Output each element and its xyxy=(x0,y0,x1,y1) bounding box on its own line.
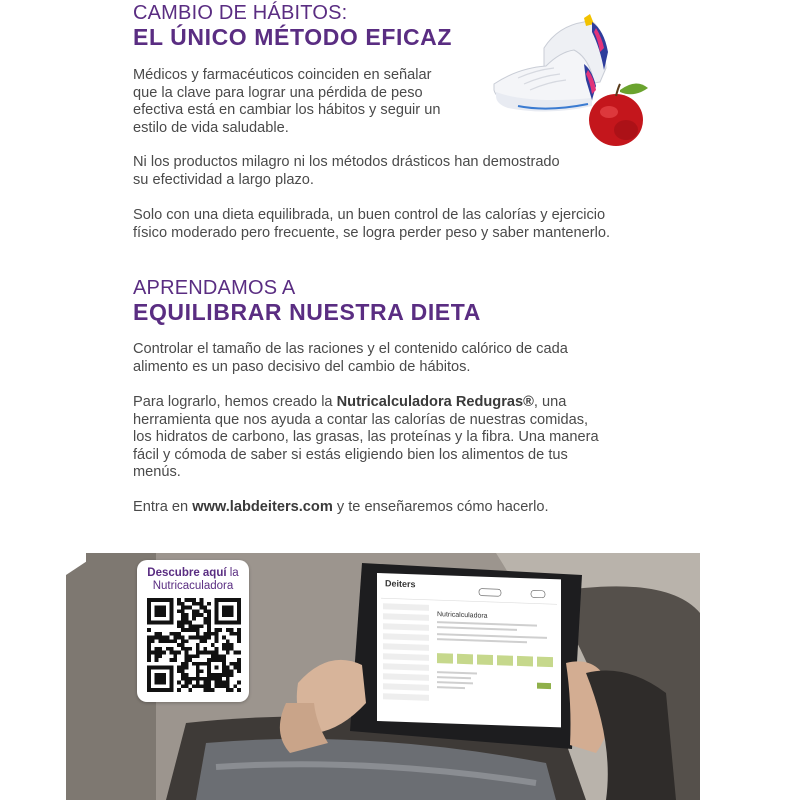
text-line: Ni los productos milagro ni los métodos drásticos han demostrado xyxy=(133,154,560,170)
qr-card-line1-rest: la xyxy=(226,567,239,579)
text-line: físico moderado pero frecuente, se logra perder peso y saber mantenerlo. xyxy=(133,224,610,241)
habits-paragraph-2 xyxy=(133,154,693,189)
text-line: Solo con una dieta equilibrada, un buen control de las calorías y ejercicio xyxy=(133,207,606,223)
text-line: alimento es un paso decisivo del cambio de hábitos. xyxy=(133,358,471,375)
tablet-screen xyxy=(377,573,561,727)
balance-paragraph-3 xyxy=(133,499,693,517)
sneaker-and-apple-illustration xyxy=(488,8,656,150)
text-line: que la clave para lograr una pérdida de peso xyxy=(133,84,423,101)
tablet-screen-title: Nutricalculadora xyxy=(437,611,488,620)
text-line: Para lograrlo, hemos creado la xyxy=(133,394,337,410)
product-name: Nutricalculadora Redugras® xyxy=(336,394,534,410)
text-line: Controlar el tamaño de las raciones y el contenido calórico de cada xyxy=(133,341,568,357)
section-balance-kicker: APRENDAMOS A xyxy=(133,277,296,299)
qr-card-line1-bold: Descubre aquí xyxy=(147,567,227,579)
text-line: estilo de vida saludable. xyxy=(133,119,289,136)
text-line: , una xyxy=(533,394,567,410)
qr-card-line1 xyxy=(137,567,249,580)
text-line: efectiva está en cambiar los hábitos y seguir un xyxy=(133,102,441,118)
text-line: menús. xyxy=(133,464,181,480)
text-line: su efectividad a largo plazo. xyxy=(133,171,314,188)
section-habits-kicker: CAMBIO DE HÁBITOS: xyxy=(133,2,348,24)
qr-card-line2: Nutricaculadora xyxy=(152,580,234,592)
qr-code[interactable] xyxy=(147,598,241,692)
text-line: Médicos y farmacéuticos coinciden en señalar xyxy=(133,67,432,83)
habits-paragraph-1 xyxy=(133,67,483,137)
text-line: Entra en xyxy=(133,499,193,515)
section-balance-headline: EQUILIBRAR NUESTRA DIETA xyxy=(133,299,481,325)
tablet-screen-wireframe xyxy=(377,573,561,727)
balance-paragraph-2 xyxy=(133,394,693,482)
qr-card[interactable] xyxy=(137,560,249,702)
section-balance-diet xyxy=(133,277,653,325)
section-habits-headline: EL ÚNICO MÉTODO EFICAZ xyxy=(133,24,453,50)
text-line: fácil y cómoda de saber si estás eligiendo bien los alimentos de tus xyxy=(133,446,568,463)
habits-paragraph-3 xyxy=(133,207,693,242)
text-line: herramienta que nos ayuda a contar las calorías de nuestras comidas, xyxy=(133,411,589,428)
text-line: y te enseñaremos cómo hacerlo. xyxy=(332,499,549,515)
balance-paragraph-1 xyxy=(133,341,693,376)
text-line: los hidratos de carbono, las grasas, las proteínas y la fibra. Una manera xyxy=(133,429,599,445)
deiters-logo: Deiters xyxy=(385,578,416,590)
website-link[interactable]: www.labdeiters.com xyxy=(192,499,333,515)
